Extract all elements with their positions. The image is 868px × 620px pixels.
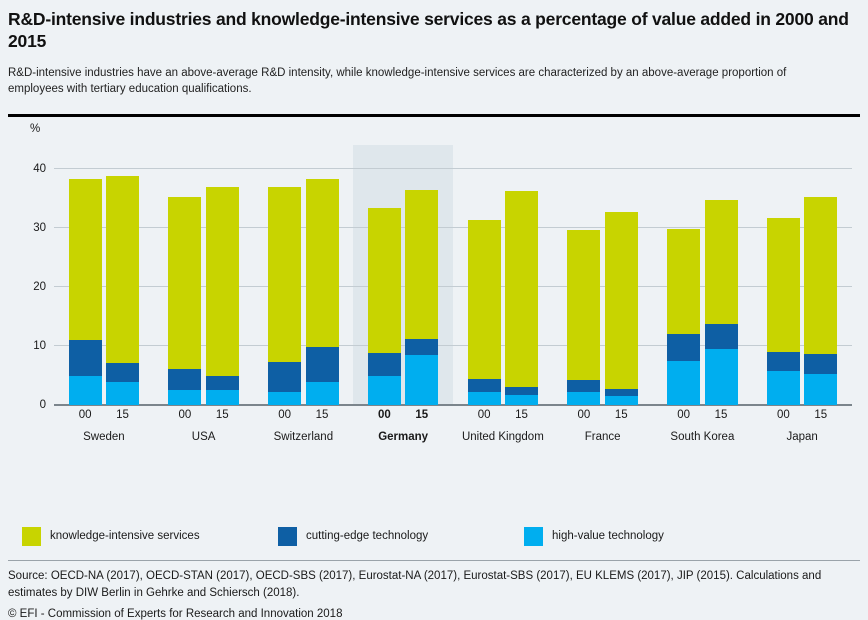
bar-segment-cutting-edge-technology: [767, 352, 800, 372]
bar-germany-00: [368, 208, 401, 405]
bar-segment-high-value-technology: [69, 376, 102, 406]
bar-segment-high-value-technology: [168, 390, 201, 405]
bar-segment-high-value-technology: [567, 392, 600, 405]
bar-segment-cutting-edge-technology: [705, 324, 738, 349]
legend-swatch-icon: [278, 527, 297, 546]
x-tick-united-kingdom-00: 00: [477, 409, 491, 422]
bar-segment-cutting-edge-technology: [567, 380, 600, 392]
y-tick-label: 30: [33, 221, 46, 234]
y-axis-unit: %: [30, 123, 41, 136]
group-label-sweden: Sweden: [83, 431, 125, 444]
bar-segment-cutting-edge-technology: [804, 354, 837, 374]
bar-segment-cutting-edge-technology: [69, 340, 102, 376]
plot-region: [33, 145, 852, 412]
group-label-germany: Germany: [378, 431, 429, 444]
bar-segment-high-value-technology: [206, 390, 239, 405]
bar-segment-knowledge-intensive-services: [505, 191, 538, 387]
group-label-south-korea: South Korea: [670, 431, 735, 444]
x-tick-sweden-15: 15: [116, 409, 129, 422]
bar-segment-high-value-technology: [667, 361, 700, 405]
bar-segment-cutting-edge-technology: [505, 387, 538, 395]
group-label-japan: Japan: [786, 431, 818, 444]
legend-label: cutting-edge technology: [306, 530, 429, 542]
bar-segment-knowledge-intensive-services: [667, 229, 700, 334]
y-tick-label: 0: [39, 399, 46, 412]
x-tick-switzerland-00: 00: [278, 409, 292, 422]
y-tick-label: 20: [33, 280, 46, 293]
bar-south-korea-00: [667, 229, 700, 405]
copyright-note: © EFI - Commission of Experts for Research and Innovation 2018: [8, 608, 343, 620]
page-subtitle: R&D-intensive industries have an above-average R&D intensity, while knowledge-intensive services are characterized by an above-average proportion of employees with tertiary education qualifications.: [8, 66, 787, 96]
group-label-france: France: [584, 431, 621, 444]
bar-sweden-00: [69, 179, 102, 405]
x-tick-usa-00: 00: [178, 409, 192, 422]
x-tick-france-15: 15: [614, 409, 628, 422]
bar-segment-high-value-technology: [767, 371, 800, 405]
footer-divider: [8, 560, 860, 561]
bar-france-00: [567, 230, 600, 406]
bar-segment-knowledge-intensive-services: [368, 208, 401, 353]
bar-united-kingdom-00: [468, 220, 501, 406]
x-tick-sweden-00: 00: [78, 409, 92, 422]
x-tick-switzerland-15: 15: [315, 409, 329, 422]
bar-switzerland-15: [306, 179, 339, 405]
bar-segment-knowledge-intensive-services: [405, 190, 438, 339]
x-tick-japan-15: 15: [814, 409, 828, 422]
bar-germany-15: [405, 190, 438, 405]
bar-segment-high-value-technology: [605, 396, 638, 405]
bar-segment-knowledge-intensive-services: [206, 187, 239, 377]
bar-segment-knowledge-intensive-services: [605, 212, 638, 389]
bar-usa-15: [206, 187, 239, 406]
legend-label: high-value technology: [552, 530, 664, 542]
bar-segment-cutting-edge-technology: [306, 347, 339, 382]
legend-label: knowledge-intensive services: [50, 530, 200, 542]
bar-segment-knowledge-intensive-services: [306, 179, 339, 347]
bar-segment-high-value-technology: [405, 355, 438, 405]
x-tick-germany-15: 15: [415, 409, 429, 422]
x-tick-south-korea-15: 15: [714, 409, 728, 422]
bar-segment-high-value-technology: [306, 382, 339, 405]
chart-area: [8, 117, 860, 462]
source-note: Source: OECD-NA (2017), OECD-STAN (2017), OECD-SBS (2017), Eurostat-NA (2017), Eurostat-SBS (2017), EU KLEMS (2017), JIP (2015). Calculations and estimates by DIW Berlin in Gehrke and Schiersch (2018).: [8, 570, 822, 600]
bar-segment-knowledge-intensive-services: [106, 176, 139, 363]
x-axis-line: [54, 405, 852, 406]
bar-segment-high-value-technology: [368, 376, 401, 406]
legend-item-knowledge-intensive-services: [22, 527, 200, 546]
x-tick-united-kingdom-15: 15: [515, 409, 528, 422]
bar-segment-cutting-edge-technology: [605, 389, 638, 396]
bar-united-kingdom-15: [505, 191, 538, 405]
bar-segment-cutting-edge-technology: [206, 376, 239, 390]
legend-swatch-icon: [524, 527, 543, 546]
x-tick-south-korea-00: 00: [677, 409, 691, 422]
bar-south-korea-15: [705, 200, 738, 406]
group-label-usa: USA: [191, 431, 216, 444]
bar-segment-high-value-technology: [804, 374, 837, 405]
bar-segment-knowledge-intensive-services: [268, 187, 301, 363]
bar-japan-00: [767, 218, 800, 405]
x-tick-france-00: 00: [577, 409, 591, 422]
bar-segment-high-value-technology: [106, 382, 139, 405]
bar-segment-knowledge-intensive-services: [69, 179, 102, 340]
bar-segment-high-value-technology: [705, 349, 738, 405]
bar-segment-knowledge-intensive-services: [705, 200, 738, 325]
x-tick-usa-15: 15: [215, 409, 229, 422]
bars-layer: [54, 145, 852, 405]
chart-legend: [22, 525, 860, 547]
legend-item-high-value-technology: [524, 527, 664, 546]
bar-segment-cutting-edge-technology: [368, 353, 401, 376]
bar-segment-cutting-edge-technology: [405, 339, 438, 355]
bar-segment-knowledge-intensive-services: [468, 220, 501, 379]
bar-segment-cutting-edge-technology: [106, 363, 139, 382]
bar-usa-00: [168, 197, 201, 406]
bar-segment-knowledge-intensive-services: [168, 197, 201, 369]
page-title: R&D-intensive industries and knowledge-intensive services as a percentage of value added in 2000 and 2015: [8, 9, 849, 52]
legend-item-cutting-edge-technology: [278, 527, 428, 546]
bar-france-15: [605, 212, 638, 405]
legend-swatch-icon: [22, 527, 41, 546]
bar-segment-knowledge-intensive-services: [767, 218, 800, 352]
x-axis-labels: [54, 409, 852, 455]
x-tick-germany-00: 00: [378, 409, 391, 422]
bar-segment-high-value-technology: [505, 395, 538, 406]
group-label-switzerland: Switzerland: [273, 431, 334, 444]
y-tick-label: 40: [33, 162, 46, 175]
x-tick-japan-00: 00: [777, 409, 790, 422]
bar-segment-knowledge-intensive-services: [804, 197, 837, 354]
y-tick-label: 10: [33, 340, 46, 353]
bar-segment-cutting-edge-technology: [168, 369, 201, 391]
bar-sweden-15: [106, 176, 139, 405]
bar-segment-high-value-technology: [268, 392, 301, 405]
bar-segment-high-value-technology: [468, 392, 501, 406]
group-label-united-kingdom: United Kingdom: [461, 431, 544, 444]
bar-switzerland-00: [268, 187, 301, 406]
bar-segment-cutting-edge-technology: [468, 379, 501, 392]
bar-segment-knowledge-intensive-services: [567, 230, 600, 380]
bar-japan-15: [804, 197, 837, 405]
bar-segment-cutting-edge-technology: [268, 362, 301, 392]
bar-segment-cutting-edge-technology: [667, 334, 700, 361]
